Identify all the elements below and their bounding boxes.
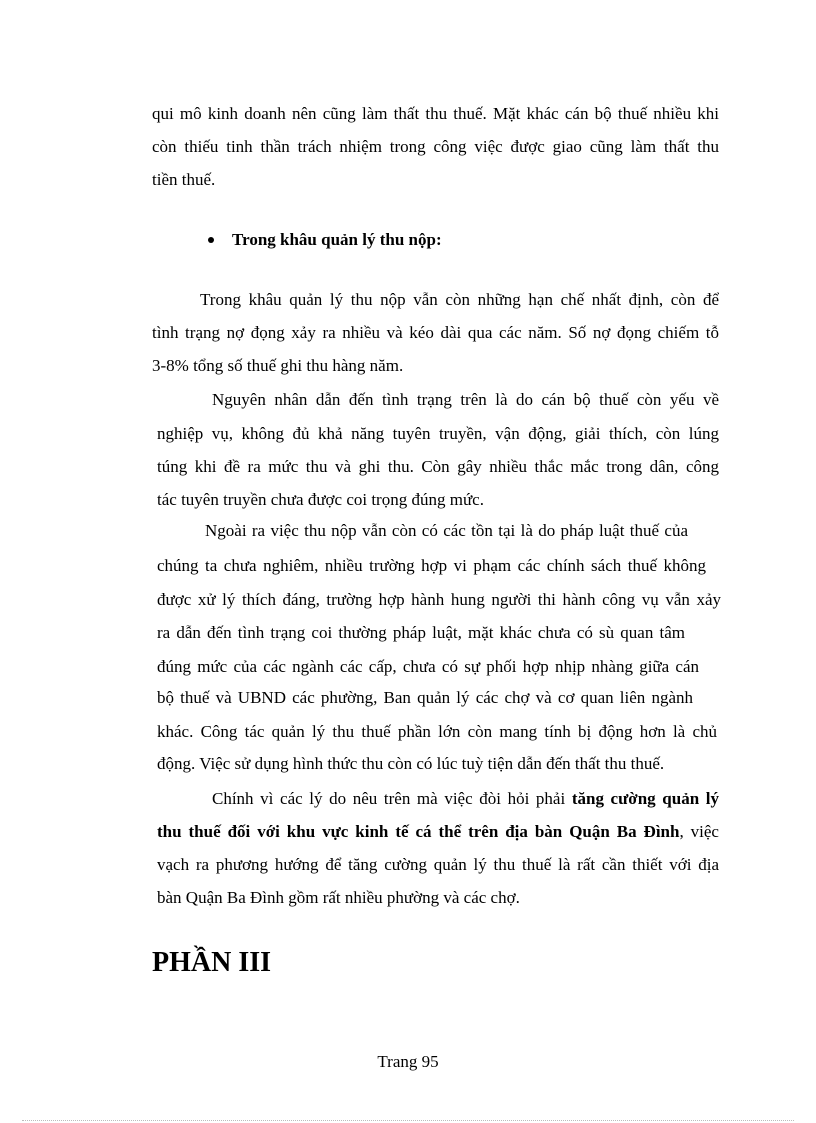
page-bottom-divider bbox=[22, 1120, 794, 1121]
paragraph-1-line-1: qui mô kinh doanh nên cũng làm thất thu thuế. Mặt khác cán bộ thuế nhiều khi bbox=[152, 104, 719, 123]
paragraph-1-line-2: còn thiếu tinh thần trách nhiệm trong công việc được giao cũng làm thất thu bbox=[152, 137, 719, 156]
paragraph-3-line-3: túng khi đề ra mức thu và ghi thu. Còn gây nhiều thắc mắc trong dân, công bbox=[157, 457, 719, 476]
paragraph-4-line-3: được xử lý thích đáng, trường hợp hành hung người thi hành công vụ vẫn xảy bbox=[157, 590, 721, 609]
paragraph-5-line-1-bold: tăng cường quản lý bbox=[571, 789, 719, 808]
bullet-heading: Trong khâu quản lý thu nộp: bbox=[232, 230, 442, 249]
paragraph-2-line-1: Trong khâu quản lý thu nộp vẫn còn những hạn chế nhất định, còn để bbox=[200, 290, 719, 309]
bullet-icon bbox=[208, 237, 214, 243]
paragraph-1-line-3: tiền thuế. bbox=[152, 170, 216, 189]
paragraph-5-line-1 bbox=[212, 789, 719, 809]
paragraph-2-line-3: 3-8% tổng số thuế ghi thu hàng năm. bbox=[152, 356, 404, 375]
paragraph-5-line-1-normal: Chính vì các lý do nêu trên mà việc đòi hỏi phải bbox=[212, 789, 572, 808]
paragraph-5-line-4: bàn Quận Ba Đình gồm rất nhiều phường và các chợ. bbox=[157, 888, 520, 907]
paragraph-4-line-8: động. Việc sử dụng hình thức thu còn có lúc tuỳ tiện dẫn đến thất thu thuế. bbox=[157, 754, 665, 773]
paragraph-4-line-5: đúng mức của các ngành các cấp, chưa có sự phối hợp nhịp nhàng giữa cán bbox=[157, 657, 699, 676]
paragraph-5-line-2-bold: thu thuế đối với khu vực kinh tế cá thể trên địa bàn Quận Ba Đình bbox=[157, 822, 680, 841]
paragraph-3-line-2: nghiệp vụ, không đủ khả năng tuyên truyền, vận động, giải thích, còn lúng bbox=[157, 424, 719, 443]
paragraph-5-line-3: vạch ra phương hướng để tăng cường quản lý thu thuế là rất cần thiết với địa bbox=[157, 855, 719, 874]
page-number: Trang 95 bbox=[377, 1052, 439, 1071]
section-heading: PHẦN III bbox=[152, 947, 272, 978]
paragraph-5-line-2 bbox=[157, 822, 719, 842]
paragraph-4-line-2: chúng ta chưa nghiêm, nhiều trường hợp vi phạm các chính sách thuế không bbox=[157, 556, 706, 575]
paragraph-4-line-1: Ngoài ra việc thu nộp vẫn còn có các tồn tại là do pháp luật thuế của bbox=[205, 521, 688, 540]
paragraph-4-line-6: bộ thuế và UBND các phường, Ban quản lý các chợ và cơ quan liên ngành bbox=[157, 688, 693, 707]
paragraph-3-line-1: Nguyên nhân dẫn đến tình trạng trên là do cán bộ thuế còn yếu về bbox=[212, 390, 719, 409]
paragraph-2-line-2: tình trạng nợ đọng xảy ra nhiều và kéo dài qua các năm. Số nợ đọng chiếm tỗ bbox=[152, 323, 719, 342]
paragraph-5-line-2-normal: , việc bbox=[679, 822, 719, 841]
paragraph-4-line-7: khác. Công tác quản lý thu thuế phần lớn còn mang tính bị động hơn là chủ bbox=[157, 722, 717, 741]
paragraph-3-line-4: tác tuyên truyền chưa được coi trọng đúng mức. bbox=[157, 490, 484, 509]
paragraph-4-line-4: ra dẫn đến tình trạng coi thường pháp luật, mặt khác chưa có sù quan tâm bbox=[157, 623, 685, 642]
